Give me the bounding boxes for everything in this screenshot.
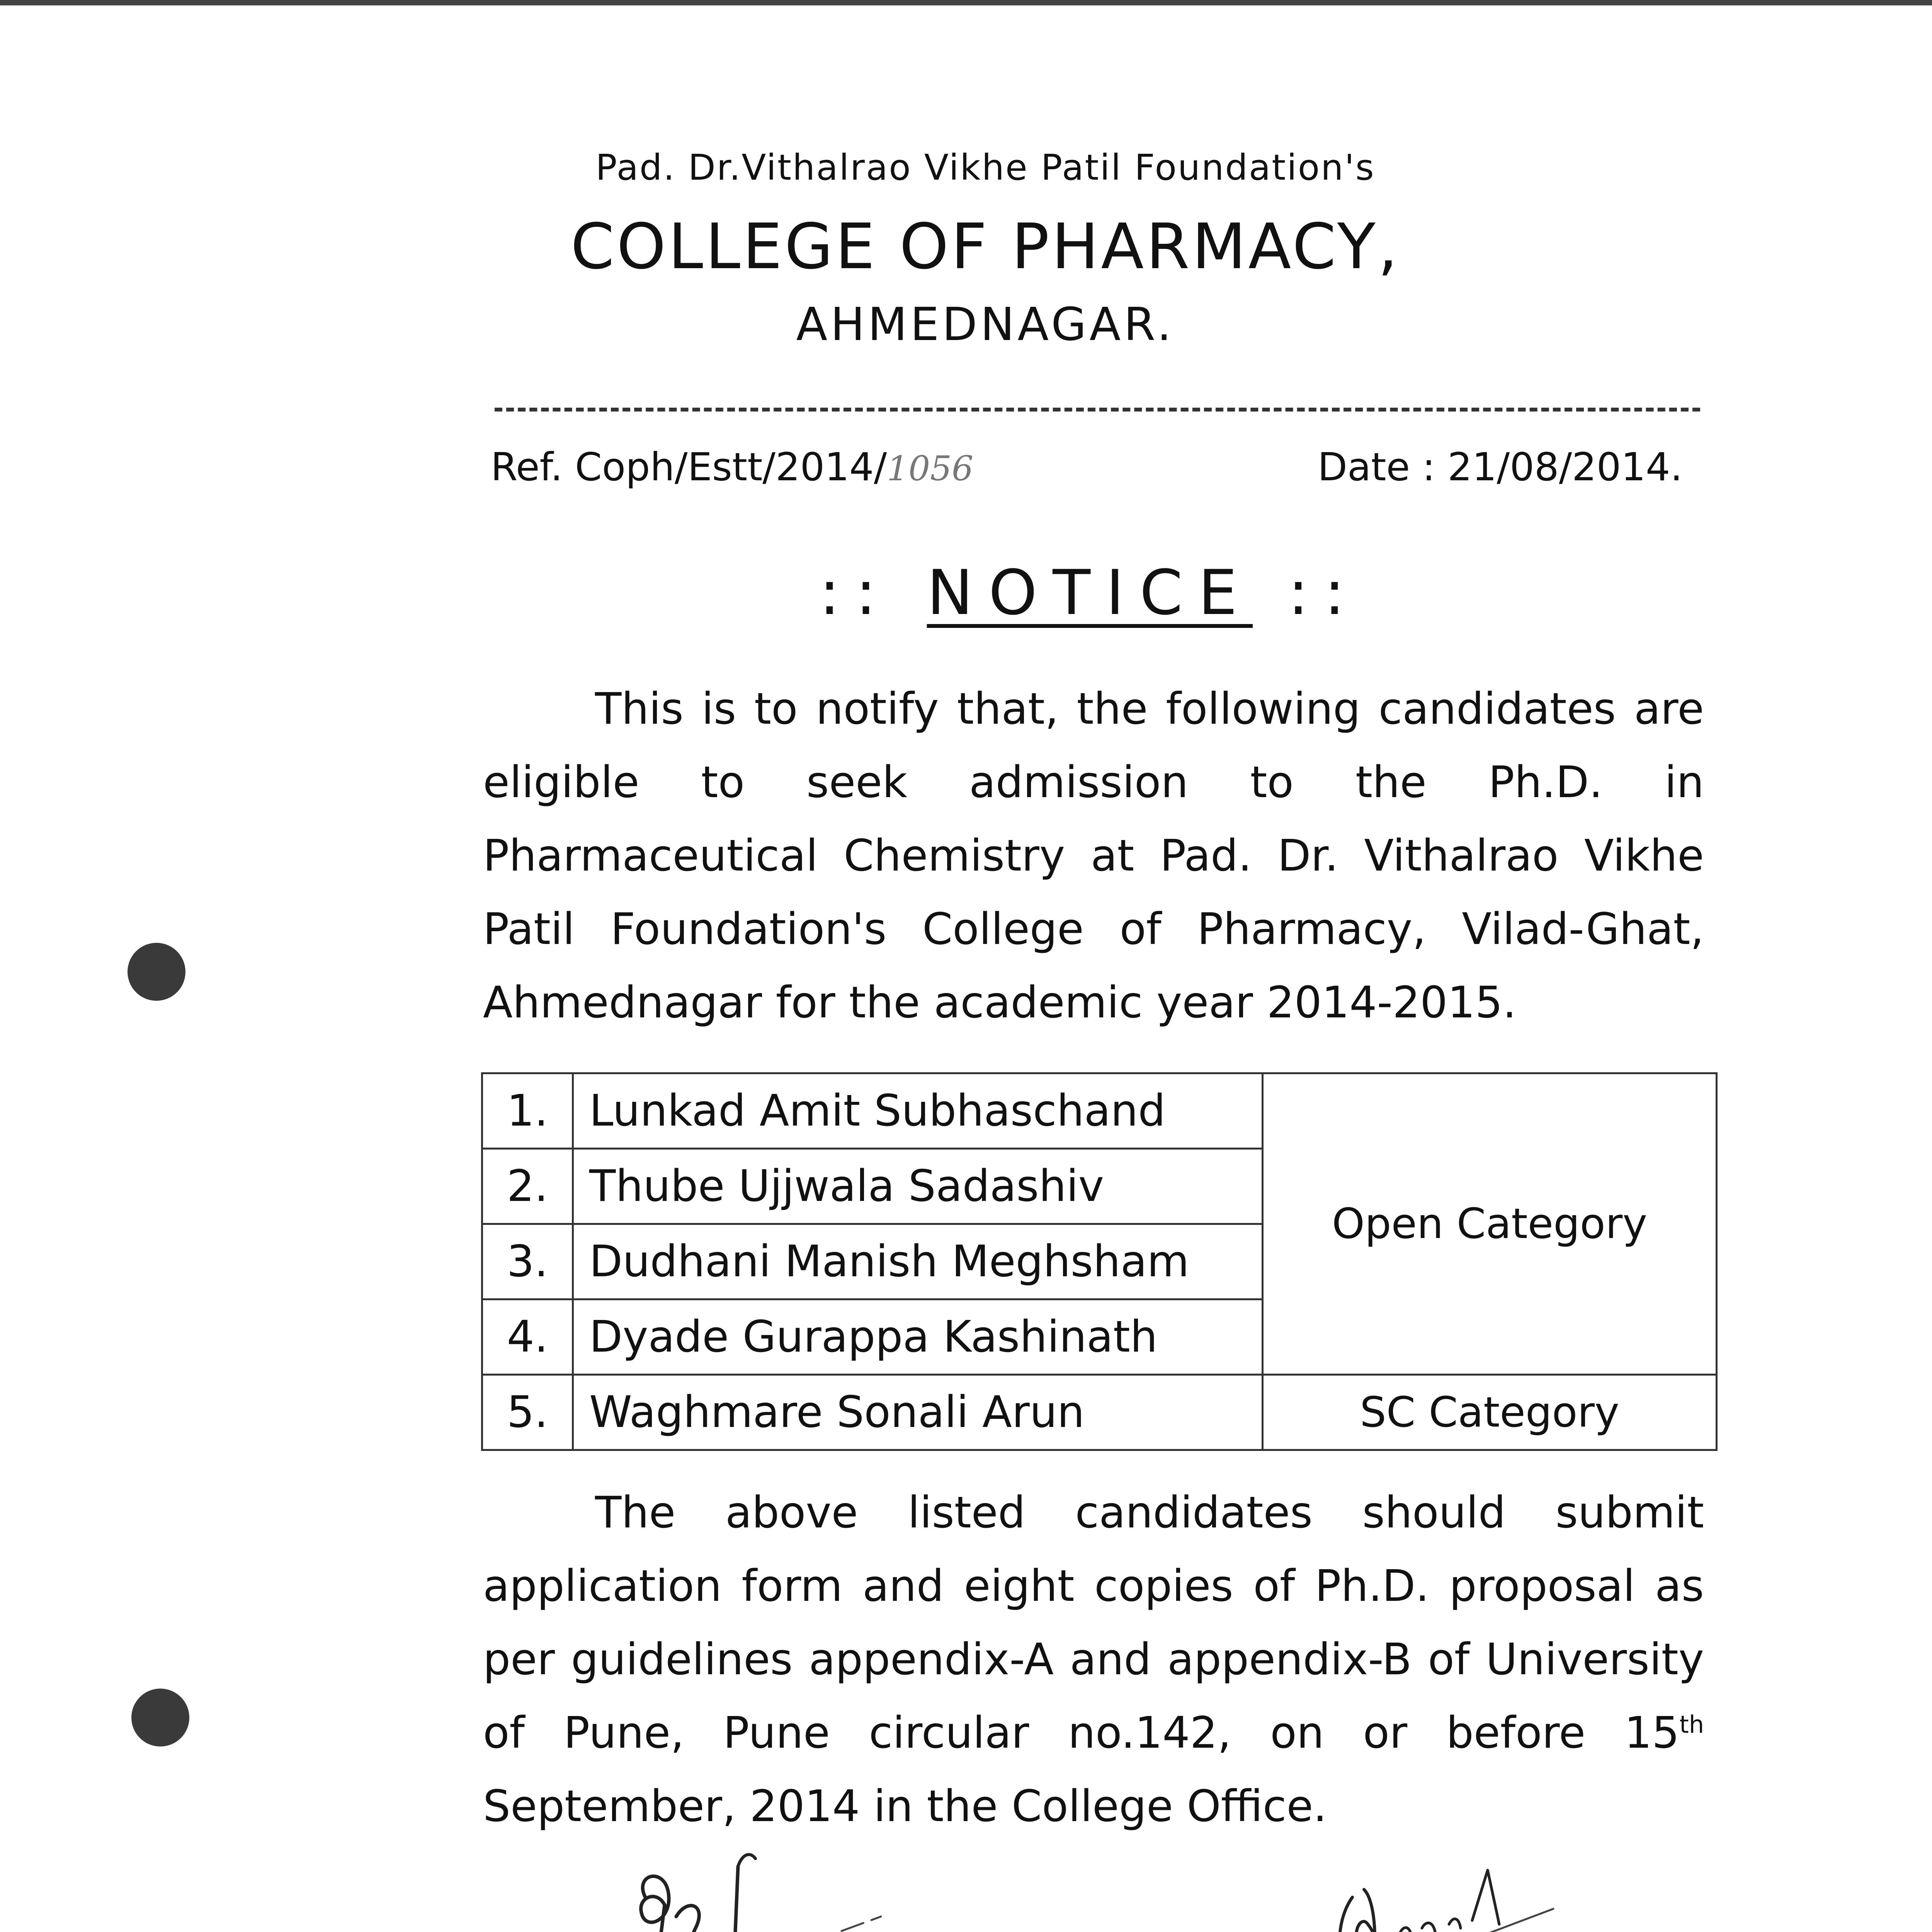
notice-title: [819, 556, 1361, 629]
reference-handwritten-number: 1056: [887, 449, 974, 488]
paragraph-2-text: The above listed candidates should submit application form and eight copies of Ph.D. proposal as per guidelines appendix-A and appendix-B of University of Pune, Pune circular no.142, on or before 15: [483, 1488, 1704, 1758]
notice-title-suffix: ::: [1287, 556, 1361, 629]
header-divider: [495, 408, 1700, 412]
scan-edge-top: [0, 0, 1932, 5]
table-row: [482, 1073, 1717, 1149]
candidates-table: [481, 1072, 1718, 1451]
paragraph-2-text-end: September, 2014 in the College Office.: [483, 1781, 1327, 1832]
candidate-number: 3.: [482, 1224, 573, 1299]
signature-sawant: [611, 1851, 927, 1932]
candidate-name: Thube Ujjwala Sadashiv: [573, 1149, 1263, 1224]
candidate-name: Dyade Gurappa Kashinath: [573, 1299, 1263, 1375]
candidate-number: 5.: [482, 1375, 573, 1450]
notice-title-prefix: ::: [819, 556, 892, 629]
reference-number: [491, 444, 973, 490]
paragraph-1-text: This is to notify that, the following candidates are eligible to seek admission to the Ph.D. in Pharmaceutical Chemistry at Pad. Dr. Vithalrao Vikhe Patil Foundation's College of Pharmacy, Vilad-Ghat, Ahmednagar for the academic year 2014-2015.: [483, 684, 1704, 1028]
foundation-name: Pad. Dr.Vithalrao Vikhe Patil Foundation's: [595, 147, 1375, 188]
college-name: COLLEGE OF PHARMACY,: [570, 211, 1400, 283]
notice-paragraph-2: [483, 1476, 1704, 1843]
punch-hole-bottom: [131, 1689, 189, 1747]
reference-label: Ref. Coph/Estt/2014/: [491, 444, 887, 490]
punch-hole-top: [128, 943, 185, 1001]
ordinal-suffix: th: [1679, 1710, 1704, 1739]
signature-pawar: [1321, 1847, 1592, 1932]
candidate-name: Dudhani Manish Meghsham: [573, 1224, 1263, 1299]
category-open: Open Category: [1263, 1073, 1717, 1375]
notice-paragraph-1: [483, 672, 1704, 1039]
table-row: [482, 1375, 1717, 1450]
candidate-number: 4.: [482, 1299, 573, 1375]
candidate-name: Lunkad Amit Subhaschand: [573, 1073, 1263, 1149]
college-city: AHMEDNAGAR.: [796, 298, 1175, 351]
category-sc: SC Category: [1263, 1375, 1717, 1450]
candidate-name: Waghmare Sonali Arun: [573, 1375, 1263, 1450]
candidate-number: 2.: [482, 1149, 573, 1224]
notice-title-word: NOTICE: [927, 556, 1253, 629]
notice-date: Date : 21/08/2014.: [1318, 444, 1683, 490]
candidate-number: 1.: [482, 1073, 573, 1149]
